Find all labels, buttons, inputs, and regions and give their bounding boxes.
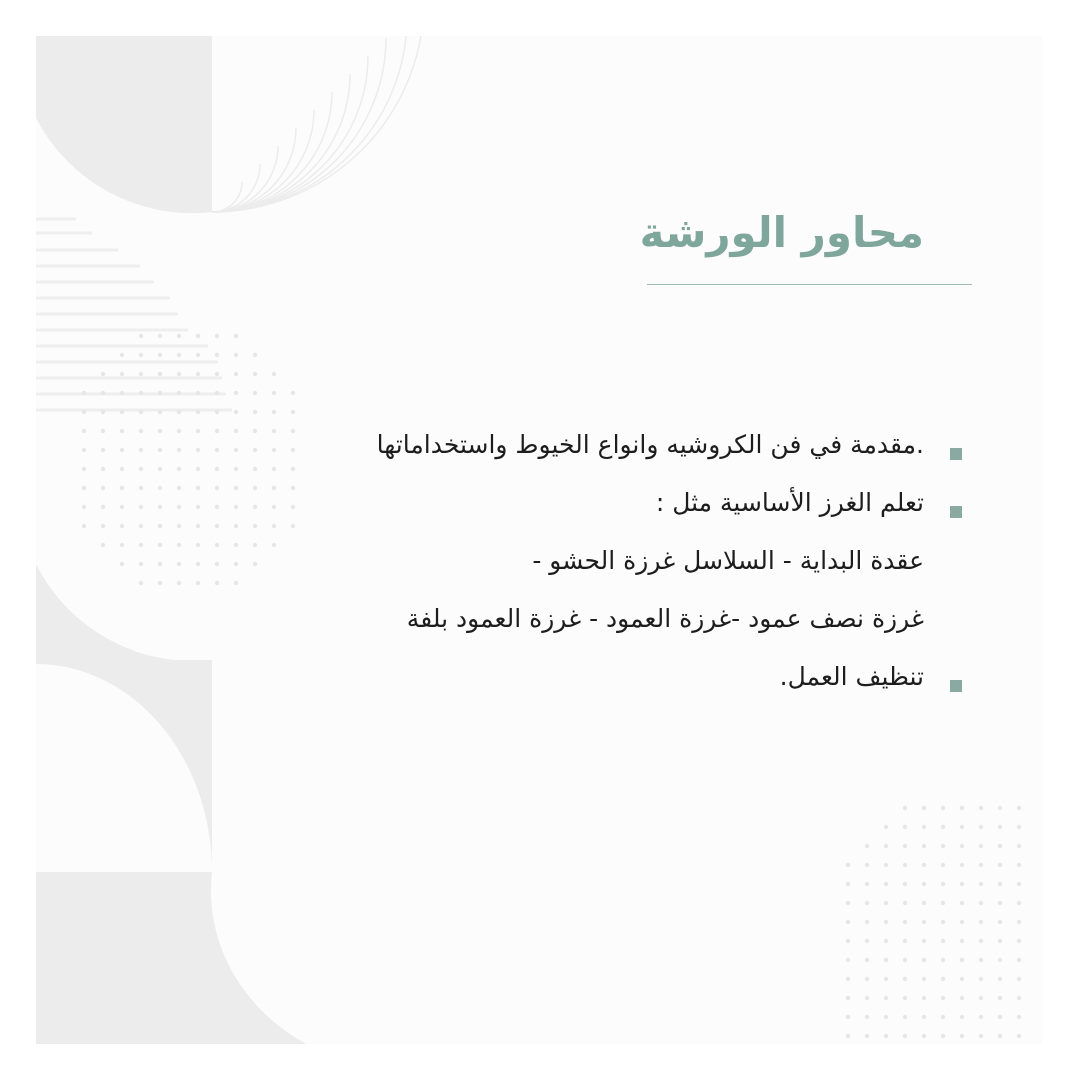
decor-dot [139, 391, 143, 395]
decor-dot [158, 372, 162, 376]
decor-dot [941, 977, 945, 981]
decor-dot [998, 844, 1002, 848]
decor-dot [101, 505, 105, 509]
decor-dot [884, 882, 888, 886]
decor-dot [139, 543, 143, 547]
decor-dot [903, 1034, 907, 1038]
decor-dot [177, 372, 181, 376]
decor-dot [941, 920, 945, 924]
dot-grid-right [846, 806, 1021, 1044]
decor-dot [922, 920, 926, 924]
decor-dot [120, 524, 124, 528]
decor-dot [196, 334, 200, 338]
decor-dot [884, 958, 888, 962]
decor-dot [120, 448, 124, 452]
decor-dot [120, 372, 124, 376]
decor-dot [846, 920, 850, 924]
decor-dot [139, 429, 143, 433]
decor-dot [865, 901, 869, 905]
decor-dot [960, 939, 964, 943]
decor-dot [177, 467, 181, 471]
decor-dot [941, 939, 945, 943]
decor-dot [1017, 882, 1021, 886]
decor-dot [120, 429, 124, 433]
decor-dot [82, 448, 86, 452]
decor-dot [1017, 977, 1021, 981]
topic-item [182, 474, 962, 532]
decor-dot [922, 844, 926, 848]
decor-dot [903, 825, 907, 829]
decor-dot [865, 939, 869, 943]
decor-dot [922, 901, 926, 905]
decor-dot [101, 410, 105, 414]
decor-dot [253, 391, 257, 395]
decor-dot [979, 958, 983, 962]
decor-dot [979, 920, 983, 924]
decor-dot [865, 920, 869, 924]
decor-dot [941, 844, 945, 848]
decor-dot [215, 410, 219, 414]
decor-dot [960, 996, 964, 1000]
decor-dot [960, 806, 964, 810]
decor-dot [158, 543, 162, 547]
decor-dot [82, 505, 86, 509]
decor-dot [884, 825, 888, 829]
decor-dot [158, 505, 162, 509]
decor-dot [846, 958, 850, 962]
decor-dot [1017, 844, 1021, 848]
decor-dot [865, 1015, 869, 1019]
topic-text: عقدة البداية - السلاسل غرزة الحشو - [532, 546, 924, 575]
decor-dot [960, 1015, 964, 1019]
decor-dot [82, 410, 86, 414]
decor-dot [120, 543, 124, 547]
decor-dot [884, 977, 888, 981]
decor-dot [903, 863, 907, 867]
decor-dot [1017, 920, 1021, 924]
decor-dot [177, 410, 181, 414]
decor-dot [215, 334, 219, 338]
decor-dot [865, 996, 869, 1000]
decor-dot [922, 996, 926, 1000]
topic-text: .مقدمة في فن الكروشيه وانواع الخيوط واستخداماتها [376, 430, 924, 459]
decor-dot [82, 429, 86, 433]
decor-dot [922, 939, 926, 943]
decor-dot [177, 448, 181, 452]
decor-dot [158, 524, 162, 528]
topic-text: تنظيف العمل. [779, 662, 924, 691]
decor-dot [903, 977, 907, 981]
decor-dot [922, 806, 926, 810]
decor-dot [158, 486, 162, 490]
decor-dot [158, 581, 162, 585]
decor-dot [922, 1015, 926, 1019]
decor-dot [903, 901, 907, 905]
decor-dot [998, 1015, 1002, 1019]
decor-dot [196, 372, 200, 376]
decor-dot [941, 901, 945, 905]
decor-dot [903, 806, 907, 810]
decor-dot [1017, 806, 1021, 810]
decor-dot [139, 562, 143, 566]
topic-text: غرزة نصف عمود -غرزة العمود - غرزة العمود بلفة [406, 604, 924, 633]
concentric-arcs [212, 36, 386, 212]
decor-dot [177, 581, 181, 585]
decor-dot [1017, 825, 1021, 829]
decor-dot [253, 372, 257, 376]
decor-dot [1017, 996, 1021, 1000]
decor-dot [234, 372, 238, 376]
decor-dot [234, 353, 238, 357]
decor-dot [998, 901, 1002, 905]
decor-dot [865, 882, 869, 886]
decor-dot [846, 1015, 850, 1019]
decor-dot [922, 958, 926, 962]
decor-dot [196, 410, 200, 414]
decor-dot [158, 334, 162, 338]
top-arc-lines [212, 36, 424, 212]
slide-title: محاور الورشة [639, 208, 924, 257]
decor-dot [884, 844, 888, 848]
decor-dot [998, 977, 1002, 981]
decor-dot [865, 958, 869, 962]
decor-dot [884, 863, 888, 867]
decor-dot [960, 958, 964, 962]
decor-dot [158, 391, 162, 395]
decor-dot [120, 410, 124, 414]
decor-dot [865, 1034, 869, 1038]
decor-dot [196, 353, 200, 357]
decor-dot [998, 939, 1002, 943]
decor-dot [253, 353, 257, 357]
decor-dot [177, 486, 181, 490]
decor-dot [960, 901, 964, 905]
decor-dot [196, 391, 200, 395]
decor-dot [941, 1034, 945, 1038]
decor-dot [903, 920, 907, 924]
decor-dot [120, 467, 124, 471]
decor-dot [960, 844, 964, 848]
decor-dot [215, 372, 219, 376]
decor-dot [903, 996, 907, 1000]
decor-dot [884, 1034, 888, 1038]
decor-dot [158, 353, 162, 357]
decor-dot [941, 806, 945, 810]
decor-dot [979, 1015, 983, 1019]
decor-dot [101, 448, 105, 452]
decor-dot [979, 844, 983, 848]
decor-dot [139, 581, 143, 585]
decor-dot [960, 1034, 964, 1038]
decor-dot [139, 334, 143, 338]
decor-dot [884, 901, 888, 905]
decor-dot [922, 977, 926, 981]
decor-dot [82, 486, 86, 490]
decor-dot [158, 448, 162, 452]
decor-dot [253, 410, 257, 414]
decor-dot [177, 353, 181, 357]
decor-dot [291, 410, 295, 414]
top-quarter-shape [36, 36, 212, 213]
bottom-quarter-shape [36, 872, 306, 1044]
decor-dot [960, 863, 964, 867]
decor-dot [903, 844, 907, 848]
topic-subline [182, 532, 962, 590]
decor-dot [998, 1034, 1002, 1038]
decor-dot [846, 977, 850, 981]
decor-dot [272, 372, 276, 376]
decor-dot [272, 391, 276, 395]
decor-dot [139, 372, 143, 376]
topic-item [182, 416, 962, 474]
decor-dot [1017, 939, 1021, 943]
decor-dot [941, 1015, 945, 1019]
decor-dot [139, 410, 143, 414]
decor-dot [177, 334, 181, 338]
decor-dot [979, 996, 983, 1000]
decor-dot [846, 882, 850, 886]
decor-dot [120, 505, 124, 509]
decor-dot [998, 882, 1002, 886]
decor-dot [846, 901, 850, 905]
decor-dot [903, 1015, 907, 1019]
decor-dot [998, 806, 1002, 810]
decor-dot [846, 939, 850, 943]
decor-dot [120, 486, 124, 490]
decor-dot [998, 825, 1002, 829]
decor-dot [1017, 1034, 1021, 1038]
decor-dot [139, 505, 143, 509]
decor-dot [903, 882, 907, 886]
decor-dot [177, 543, 181, 547]
decor-dot [998, 958, 1002, 962]
decor-dot [82, 391, 86, 395]
decor-dot [158, 562, 162, 566]
decor-dot [960, 882, 964, 886]
decor-dot [979, 825, 983, 829]
decor-dot [139, 467, 143, 471]
decor-dot [1017, 901, 1021, 905]
square-bullet-icon [950, 506, 962, 518]
decor-dot [941, 996, 945, 1000]
decor-dot [82, 524, 86, 528]
decor-dot [979, 882, 983, 886]
decor-dot [234, 391, 238, 395]
decor-dot [101, 391, 105, 395]
decor-dot [101, 372, 105, 376]
decor-dot [998, 863, 1002, 867]
decor-dot [998, 996, 1002, 1000]
decor-dot [177, 562, 181, 566]
decor-dot [846, 863, 850, 867]
decor-dot [998, 920, 1002, 924]
stripe-lines [36, 219, 232, 410]
decor-dot [177, 524, 181, 528]
square-bullet-icon [950, 680, 962, 692]
decor-dot [101, 486, 105, 490]
topic-text: تعلم الغرز الأساسية مثل : [655, 488, 924, 517]
decor-dot [960, 825, 964, 829]
decor-dot [1017, 1015, 1021, 1019]
decor-dot [215, 353, 219, 357]
decor-dot [1017, 958, 1021, 962]
decor-dot [272, 410, 276, 414]
decor-dot [979, 977, 983, 981]
decor-dot [158, 429, 162, 433]
decor-dot [903, 939, 907, 943]
workshop-topics-list [182, 416, 962, 706]
decor-dot [120, 353, 124, 357]
decor-dot [922, 882, 926, 886]
decor-dot [865, 863, 869, 867]
decor-dot [177, 391, 181, 395]
decor-dot [941, 825, 945, 829]
decor-dot [979, 806, 983, 810]
decor-dot [865, 844, 869, 848]
decor-dot [234, 410, 238, 414]
decor-dot [846, 996, 850, 1000]
decor-dot [884, 939, 888, 943]
square-bullet-icon [950, 448, 962, 460]
decor-dot [960, 977, 964, 981]
decor-dot [120, 391, 124, 395]
decor-dot [922, 825, 926, 829]
topic-subline [182, 590, 962, 648]
decor-dot [101, 467, 105, 471]
decor-dot [101, 524, 105, 528]
decor-dot [941, 958, 945, 962]
decor-dot [139, 353, 143, 357]
decor-dot [979, 901, 983, 905]
decor-dot [922, 863, 926, 867]
decor-dot [139, 486, 143, 490]
decor-dot [82, 467, 86, 471]
decor-dot [120, 562, 124, 566]
decor-dot [234, 334, 238, 338]
decor-dot [101, 543, 105, 547]
decor-dot [884, 996, 888, 1000]
decor-dot [139, 448, 143, 452]
decor-dot [215, 391, 219, 395]
decor-dot [846, 1034, 850, 1038]
decor-dot [922, 1034, 926, 1038]
decor-dot [960, 920, 964, 924]
decor-dot [941, 863, 945, 867]
decor-dot [865, 977, 869, 981]
topic-item [182, 648, 962, 706]
title-underline [647, 284, 972, 285]
decor-dot [101, 429, 105, 433]
decor-dot [979, 1034, 983, 1038]
decor-dot [158, 467, 162, 471]
decor-dot [884, 1015, 888, 1019]
decor-dot [158, 410, 162, 414]
decor-dot [979, 939, 983, 943]
decor-dot [1017, 863, 1021, 867]
decor-dot [177, 429, 181, 433]
decor-dot [941, 882, 945, 886]
decor-dot [291, 391, 295, 395]
slide-card [36, 36, 1042, 1044]
decor-dot [139, 524, 143, 528]
decor-dot [177, 505, 181, 509]
decor-dot [884, 920, 888, 924]
decor-dot [903, 958, 907, 962]
decor-dot [979, 863, 983, 867]
